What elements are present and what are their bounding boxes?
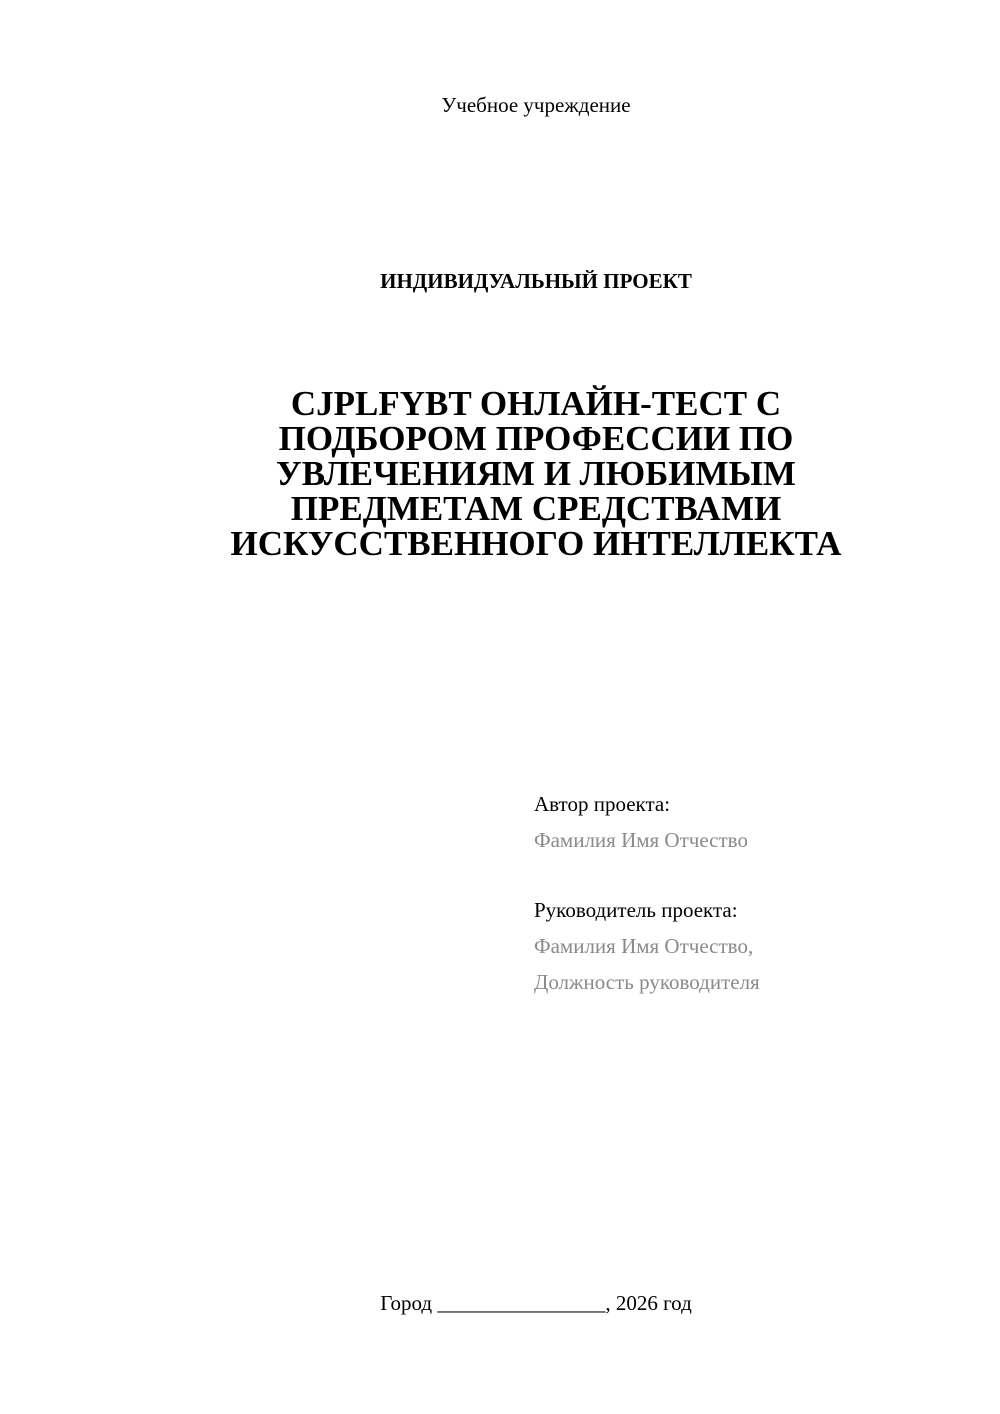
project-title-line: ПОДБОРОМ ПРОФЕССИИ ПО <box>278 419 794 458</box>
project-title <box>160 386 912 561</box>
supervisor-label: Руководитель проекта: <box>534 898 738 922</box>
project-title-line: ИСКУССТВЕННОГО ИНТЕЛЛЕКТА <box>230 524 842 563</box>
project-title-line: УВЛЕЧЕНИЯМ И ЛЮБИМЫМ <box>276 454 796 493</box>
city-blank-line: ________________ <box>437 1291 606 1315</box>
supervisor-name: Фамилия Имя Отчество, <box>534 934 754 958</box>
document-type-heading: ИНДИВИДУАЛЬНЫЙ ПРОЕКТ <box>380 269 692 293</box>
supervisor-block <box>534 892 964 1000</box>
author-block <box>534 786 964 858</box>
institution-name: Учебное учреждение <box>441 93 631 117</box>
city-label: Город <box>380 1291 433 1315</box>
supervisor-position: Должность руководителя <box>534 970 760 994</box>
author-label: Автор проекта: <box>534 792 671 816</box>
author-name: Фамилия Имя Отчество <box>534 828 748 852</box>
year-text: , 2026 год <box>605 1291 692 1315</box>
city-year-footer <box>0 1288 1000 1318</box>
project-title-line: CJPLFYBT ОНЛАЙН-ТЕСТ С <box>290 384 782 423</box>
project-title-line: ПРЕДМЕТАМ СРЕДСТВАМИ <box>290 489 782 528</box>
